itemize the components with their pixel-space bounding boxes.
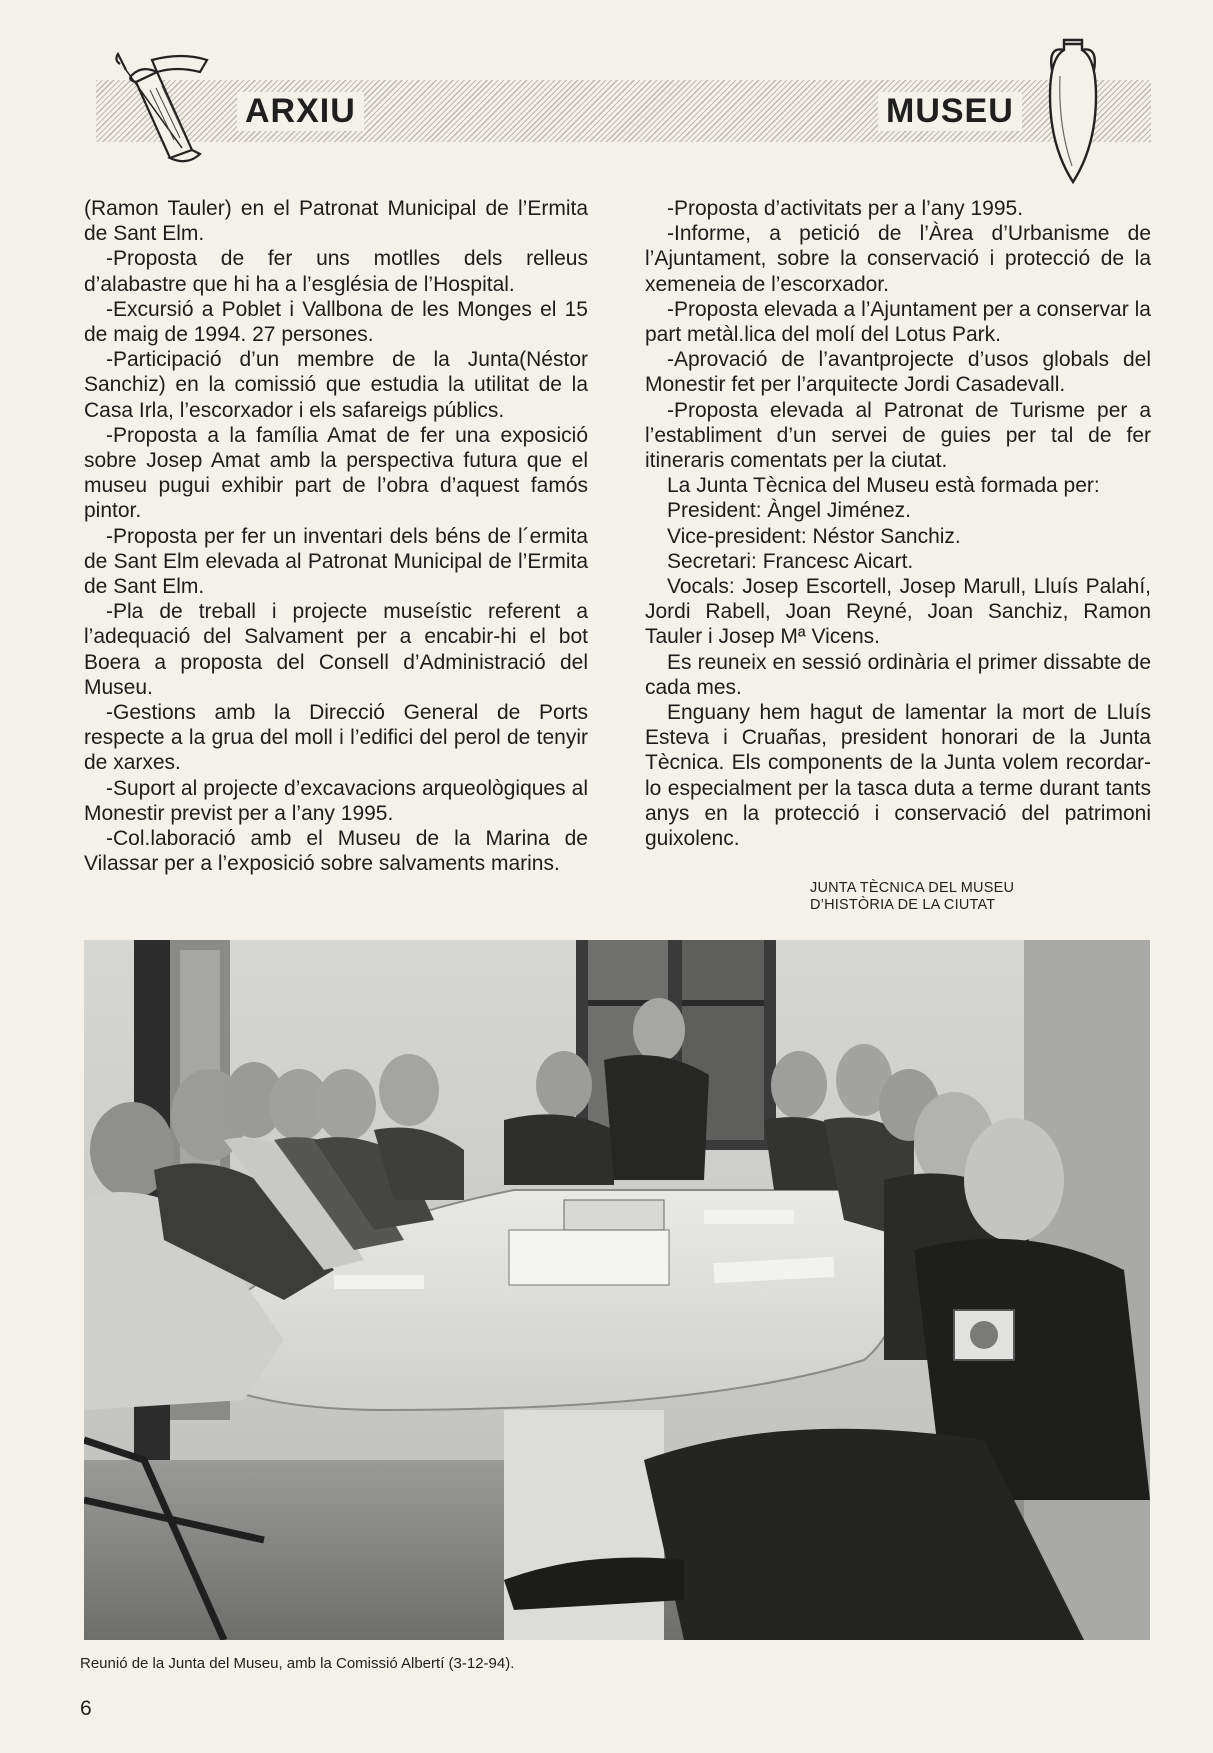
paragraph: La Junta Tècnica del Museu està formada per: xyxy=(667,474,1100,498)
paragraph: Enguany hem hagut de lamentar la mort de Lluís Esteva i Cruañas, president honorari de la Junta Tècnica. Els components de la Junta volem recordar-lo especialment per la tasca duta a terme durant tants anys en la protecció i conservació del patrimoni guixolenc. xyxy=(645,701,1151,851)
signature-line: JUNTA TÈCNICA DEL MUSEU xyxy=(810,880,1015,896)
paragraph: (Ramon Tauler) en el Patronat Municipal de l’Ermita de Sant Elm. xyxy=(84,197,588,246)
paragraph: Es reuneix en sessió ordinària el primer dissabte de cada mes. xyxy=(645,650,1151,699)
paragraph: President: Àngel Jiménez. xyxy=(667,499,911,523)
paragraph: Secretari: Francesc Aicart. xyxy=(667,549,914,573)
left-text-column xyxy=(84,196,588,876)
paragraph: -Proposta per fer un inventari dels béns de l´ermita de Sant Elm elevada al Patronat Municipal de l’Ermita de Sant Elm. xyxy=(84,524,588,599)
section-title-museu: MUSEU xyxy=(878,92,1022,131)
paragraph: Vocals: Josep Escortell, Josep Marull, Lluís Palahí, Jordi Rabell, Joan Reyné, Joan Sanchiz, Ramon Tauler i Josep Mª Vicens. xyxy=(645,575,1151,649)
paragraph: -Excursió a Poblet i Vallbona de les Monges el 15 de maig de 1994. 27 persones. xyxy=(84,297,588,347)
paragraph: -Proposta elevada a l’Ajuntament per a conservar la part metàl.lica del molí del Lotus Park. xyxy=(645,297,1151,347)
paragraph: -Proposta elevada al Patronat de Turisme per a l’establiment d’un servei de guies per tal de fer itineraris comentats per la ciutat. xyxy=(645,398,1151,473)
paragraph: -Proposta de fer uns motlles dels relleus d’alabastre que hi ha a l’església de l’Hospital. xyxy=(84,247,588,296)
signature-block xyxy=(810,880,1014,914)
paragraph: -Informe, a petició de l’Àrea d’Urbanisme de l’Ajuntament, sobre la conservació i protecció de la xemeneia de l’escorxador. xyxy=(645,222,1151,296)
paragraph: -Aprovació de l’avantprojecte d’usos globals del Monestir fet per l’arquitecte Jordi Casadevall. xyxy=(645,348,1151,397)
paragraph: -Pla de treball i projecte museístic referent a l’adequació del Salvament per a encabir-hi el bot Boera a proposta del Consell d’Administració del Museu. xyxy=(84,600,588,699)
section-title-arxiu: ARXIU xyxy=(237,92,364,131)
paragraph: -Suport al projecte d’excavacions arqueològiques al Monestir previst per a l’any 1995. xyxy=(84,776,588,825)
photo-caption: Reunió de la Junta del Museu, amb la Comissió Albertí (3-12-94). xyxy=(80,1655,515,1672)
signature-line: D’HISTÒRIA DE LA CIUTAT xyxy=(810,897,996,913)
paragraph: -Gestions amb la Direcció General de Ports respecte a la grua del moll i l’edifici del perol de tenyir de xarxes. xyxy=(84,701,588,775)
meeting-photo xyxy=(84,940,1150,1640)
amphora-icon xyxy=(1042,36,1104,184)
scroll-icon xyxy=(112,50,222,170)
paragraph: -Proposta a la família Amat de fer una exposició sobre Josep Amat amb la perspectiva futura que el museu pugui exhibir part de l’obra d’aquest famós pintor. xyxy=(84,423,588,523)
paragraph: Vice-president: Néstor Sanchiz. xyxy=(667,524,961,548)
right-text-column xyxy=(645,196,1151,851)
page-number: 6 xyxy=(80,1697,92,1720)
paragraph: -Participació d’un membre de la Junta(Néstor Sanchiz) en la comissió que estudia la utilitat de la Casa Irla, l’escorxador i els safareigs públics. xyxy=(84,348,588,422)
paragraph: -Proposta d’activitats per a l’any 1995. xyxy=(667,197,1024,220)
paragraph: -Col.laboració amb el Museu de la Marina de Vilassar per a l’exposició sobre salvaments marins. xyxy=(84,827,588,876)
meeting-photo-drawing xyxy=(84,940,1150,1640)
